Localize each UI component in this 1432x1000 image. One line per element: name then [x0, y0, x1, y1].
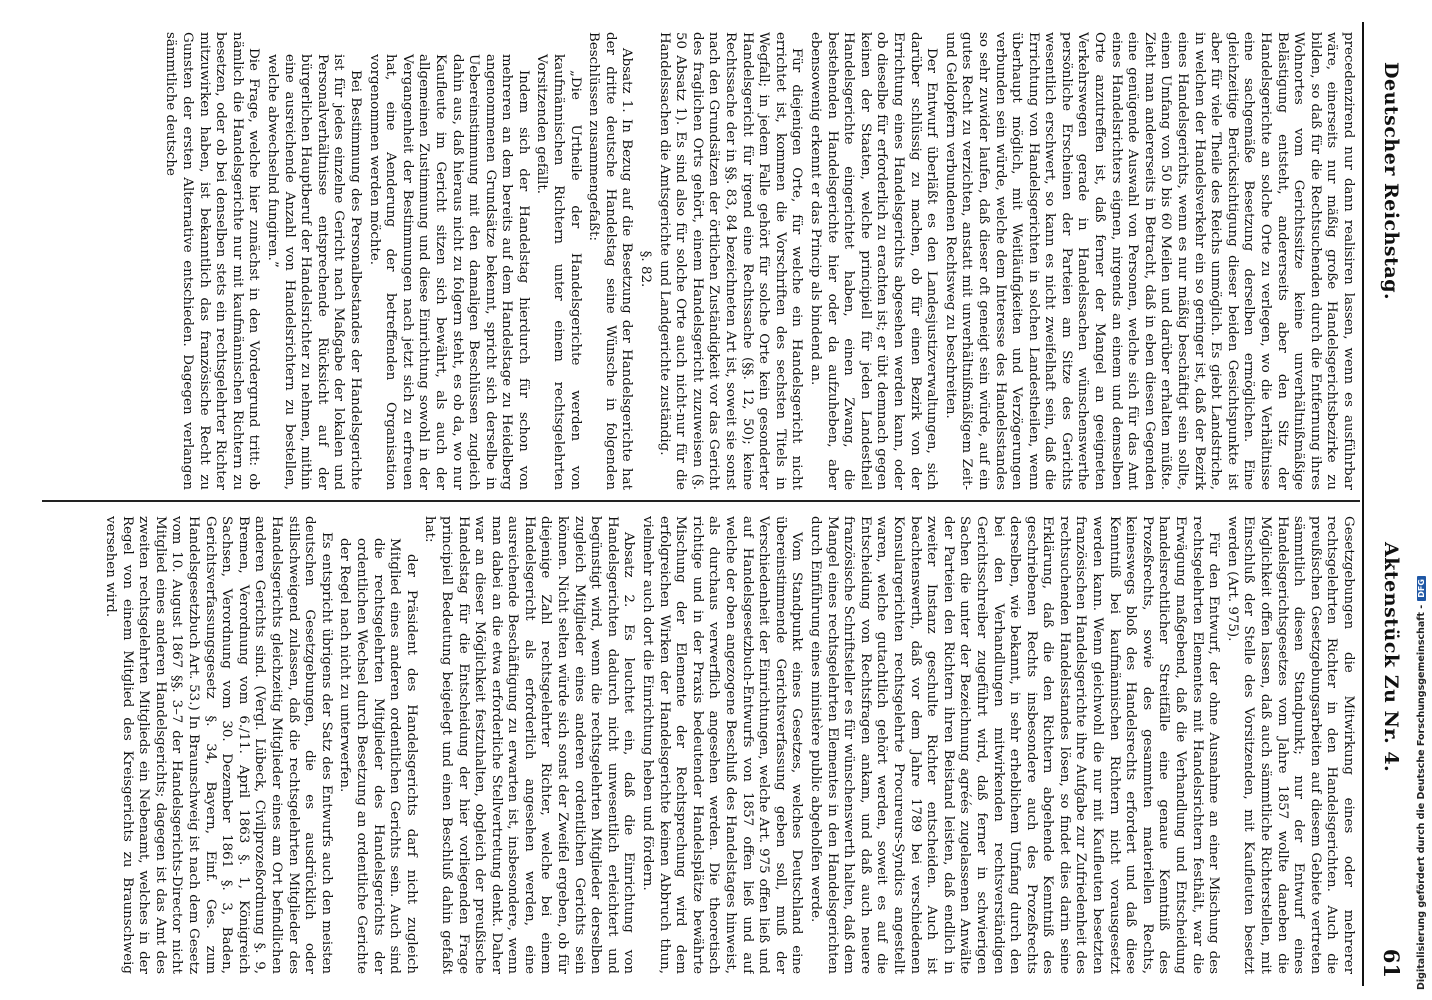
paragraph: precedenzirend nur dann realisiren lassen, wenn es ausführbar wäre, einerseits nur mäßig große Handelsgerichtsbezirke zu bilden, so daß für die Rechtsuchenden durch die Entfernung ihres Wohnortes vom Gerichtssitze keine unverhältnißmäßige Belästigung entsteht, andererseits aber den Sitz der Handelsgerichte an solche Orte zu verlegen, wo die Verhältnisse eine sachgemäße Besetzung derselben ermöglichen. Eine gleichzeitige Berücksichtigung dieser beiden Gesichtspunkte ist aber für viele Theile des Reichs unmöglich. Es giebt Landstriche, in welchen der Handelsverkehr ein so geringer ist, daß der Bezirk eines Handelsgerichts, wenn es nur mäßig beschäftigt sein sollte, einen Umfang von 50 bis 60 Meilen und darüber erhalten müßte. Zieht man andererseits in Betracht, daß in eben diesen Gegenden eine genügende Auswahl von Personen, welche sich für das Amt eines Handelsrichters eignen, nirgends an einem und demselben Orte anzutreffen ist, daß ferner der Mangel an geeigneten Verkehrswegen gerade in Handelssachen wünschenswerthe persönliche Erscheinen der Parteien am Sitze des Gerichts wesentlich erschwert, so kann es nicht zweifelhaft sein, daß die Errichtung von Handelsgerichten in solchen Landestheilen, wenn überhaupt möglich, mit Weitläufigkeiten und Verzögerungen verbunden sein würde, welche dem Interesse des Handelsstandes so sehr zuwider laufen, daß dieser oft geneigt sein würde, auf ein gutes Recht zu verzichten, anstatt mit unverhältnißmäßigem Zeit- und Geldopfern verbundenen Rechtsweg zu beschreiten.: [942, 32, 1356, 490]
section-heading: §. 82.: [638, 250, 654, 288]
paragraph: Gesetzgebungen die Mitwirkung eines oder mehrerer rechtsgelehrten Richter in den Handelsgerichten. Auch die preußischen Gesetzgebungsarbeiten auf diesem Gebiete vertreten sämmtlich diesen Standpunkt; nur der Entwurf eines Handelsgerichtsgesetzes vom Jahre 1857 wollte daneben die Möglichkeit offen lassen, daß auch sämmtliche Richterstellen, mit Einschluß der Stelle des Vorsitzenden, mit Kaufleuten besetzt werden (Art. 975).: [1224, 516, 1356, 974]
paragraph: Es entspricht übrigens der Satz des Entwurfs auch den meisten deutschen Gesetzgebungen, die es ausdrücklich oder stillschweigend zulassen, daß die rechtsgelehrten Mitglieder des Handelsgerichts gleichzeitig Mitglieder eines am Ort befindlichen anderen Gerichts sind. (Vergl. Lübeck, Civilprozeßordnung §. 9, Bremen, Verordnung vom 6./11. April 1863 §. 1, Königreich Sachsen, Verordnung vom 30. Dezember 1861 §. 3, Baden, Gerichtsverfassungsgesetz §. 34, Bayern, Einf. Ges. zum Handelsgesetzbuch Art. 53.) In Braunschweig ist nach dem Gesetz vom 10. August 1867 §§. 3–7 der Handelsgerichts-Director nicht Mitglied eines anderen Handelsgerichts; dagegen ist das Amt des zweiten rechtsgelehrten Mitglieds ein Nebenamt, welches in der Regel von einem Mitglied des Kreisgerichts zu Braunschweig versehen wird.: [103, 516, 334, 974]
quoted-resolution: Bei Bestimmung des Personalbestandes der Handelsgerichte ist für jedes einzelne Gericht nach Maßgabe der lokalen und Personalverhältnisse entsprechende Rücksicht auf der bürgerlichen Hauptberuf der Handelsrichter zu nehmen, mithin eine ausreichende Anzahl von Handelsrichtern zu bestellen, welche abwechselnd fungiren.”: [265, 54, 363, 490]
credit-text: Digitalisierung gefördert durch die Deutsche Forschungsgemeinschaft -: [1416, 604, 1427, 990]
quoted-resolution: Indem sich der Handelstag hierdurch für schon von mehreren an dem bereits auf dem Handelstage zu Heidelberg angenommenen Grundsätze bekennt, spricht sich derselbe in Uebereinstimmung mit den damaligen Beschlüssen zugleich dahin aus, daß hieraus nicht zu folgern steht, es ob da, wo nur Kaufleute im Gericht sitzen sich bewährt, als auch der allgemeinen Zustimmung und diese Einrichtung sowohl in der Vergangenheit der Bestimmungen nach jetzt sich zu erfreuen hat, eine Aenderung der betreffenden Organisation vorgenommen werden möchte.: [366, 54, 531, 490]
paragraph: Absatz 2. Es leuchtet ein, daß die Einrichtung von Handelsgerichten dadurch nicht unwesentlich erleichtert und begünstigt wird, wenn die rechtsgelehrten Mitglieder derselben zugleich Mitglieder eines anderen ordentlichen Gerichts sein können. Nicht selten würde sich sonst der Zweifel ergeben, ob für diejenige Zahl rechtsgelehrter Richter, welche bei einem Handelsgericht als erforderlich angesehen werden, eine ausreichende Beschäftigung zu erwarten ist, insbesondere, wenn man dabei an die etwa erforderliche Stellvertretung denkt. Daher war an dieser Möglichkeit festzuhalten, obgleich der preußische Handelstag für die Entscheidung der hier vorliegenden Frage principiell Bedeutung beigelegt und einen Beschluß dahin gefaßt hat:: [422, 516, 637, 974]
running-title-center: Aktenstück Zu Nr. 4.: [1380, 542, 1402, 773]
quoted-resolution: „Die Urtheile der Handelsgerichte werden von kaufmännischen Richtern unter einem rechtsgelehrten Vorsitzenden gefällt.: [534, 54, 583, 490]
page-number: 61: [1379, 948, 1404, 978]
scanned-page: [40, 22, 1416, 986]
digitization-credit: [1416, 10, 1430, 990]
dfg-logo: DFG: [1417, 576, 1426, 601]
running-title-left: Deutscher Reichstag.: [1380, 62, 1402, 301]
page-header: [1362, 22, 1416, 986]
column-divider: [42, 500, 1360, 502]
paragraph: Der Entwurf überläßt es den Landesjustizverwaltungen, sich darüber schlüssig zu machen, ob für einen Bezirk von der Errichtung eines Handelsgerichts abgesehen werden kann, oder ob dieselbe für erforderlich zu erachten ist; er übt demnach gegen keinen der Staaten, welche principiell für jeden Landestheil Handelsgerichte eingerichtet haben, einen Zwang, die bestehenden Handelsgerichte hier oder da aufzuheben, aber ebensowenig erkennt er das Princip als bindend an.: [808, 32, 940, 490]
paragraph: Vom Standpunkt eines Gesetzes, welches Deutschland eine übereinstimmende Gerichtsverfassung geben soll, muß der Verschiedenheit der Einrichtungen, welche Art. 975 offen ließ und auf Handelsgesetzbuch-Entwurfs von 1857 offen ließ und auf welche der oben angezogene Beschluß des Handelstages hinweist, als durchaus verwerflich angesehen werden. Die theoretisch richtige und in der Praxis bedeutender Handelsplätze bewährte Mischung der Elemente der Rechtsprechung wird dem erfolgreichen Wirken der Handelsgerichte keinen Abbruch thun, vielmehr auch dort die Einrichtung heben und fördern.: [640, 516, 805, 974]
left-column: [46, 32, 1356, 490]
paragraph: Absatz 1. In Bezug auf die Besetzung der Handelsgerichte hat der dritte deutsche Handelstag seine Wünsche in folgenden Beschlüssen zusammengefaßt:: [586, 32, 635, 490]
paragraph: Für diejenigen Orte, für welche ein Handelsgericht nicht errichtet ist, kommen die Vorschriften des sechsten Titels in Wegfall; in jedem Falle gehört für solche Orte kein gesonderter Handelsgericht für irgend eine Rechtssache (§§. 12, 50); keine Rechtssache der in §§. 83, 84 bezeichneten Art ist, soweit sie sonst nach den Grundsätzen der örtlichen Zuständigkeit vor das Gericht des fraglichen Orts gehört, einem Handelsgericht zuzuweisen (§. 50 Absatz 1). Es sind also für solche Orte auch nicht-nur für die Handelssachen die Amtsgerichte und Landgerichte zuständig.: [656, 32, 805, 490]
paragraph: Für den Entwurf, der ohne Ausnahme an einer Mischung des rechtsgelehrten Elementes mit Handelsrichtern festhält, war die Erwägung maßgebend, daß die Verhandlung und Entscheidung handelsrechtlicher Streitfälle eine genaue Kenntniß des Prozeßrechts, sowie des gesammten materiellen Rechts, keineswegs bloß des Handelsrechts erfordert und daß diese Kenntniß bei kaufmännischen Richtern nicht vorausgesetzt werden kann. Wenn gleichwohl die nur mit Kaufleuten besetzten französischen Handelsgerichte ihre Aufgabe zur Zufriedenheit des rechtsuchenden Handelsstandes lösen, so findet dies darin seine Erklärung, daß die den Richtern abgehende Kenntniß des geschriebenen Rechts insbesondere auch des Prozeßrechts derselben, wie bekannt, in sehr erheblichem Umfang durch den bei den Verhandlungen mitwirkenden rechtsverständigen Gerichtsschreiber zugeführt wird, daß ferner in schwierigen Sachen die unter der Bezeichnung agréés zugelassenen Anwälte der Parteien den Richtern ihren Beistand leisten, daß endlich in zweiter Instanz geschulte Richter entscheiden. Auch ist beachtenswerth, daß vor dem Jahre 1789 bei verschiedenen Konsulargerichten rechtsgelehrte Procureurs-Syndics angestellt waren, welche gutachtlich gehört werden, soweit es auf die Entscheidung von Rechtsfragen ankam, und daß auch neuere französische Schriftsteller es für wünschenswerth halten, daß dem Mangel eines rechtsgelehrten Elementes in den Handelsgerichten durch Einführung eines ministère public abgeholfen werde.: [808, 516, 1222, 974]
paragraph: Die Frage, welche hier zunächst in den Vordergrund tritt: ob nämlich die Handelsgerichte nur mit kaufmännischen Richtern zu besetzen, oder ob bei denselben stets ein rechtsgelehrter Richter mitzuwirken haben, ist bekanntlich das französische Recht zu Gunsten der ersten Alternative entschieden. Dagegen verlangen sämmtliche deutsche: [163, 32, 262, 490]
right-column: [46, 516, 1356, 974]
quoted-resolution: der Präsident des Handelsgerichts darf nicht zugleich Mitglied eines anderen ordentlichen Gerichts sein. Auch sind die rechtsgelehrten Mitglieder des Handelsgerichts der ordentlichen Wechsel durch Besetzung an ordentliche Gerichte der Regel nach nicht zu unterwerfen.: [337, 538, 419, 974]
